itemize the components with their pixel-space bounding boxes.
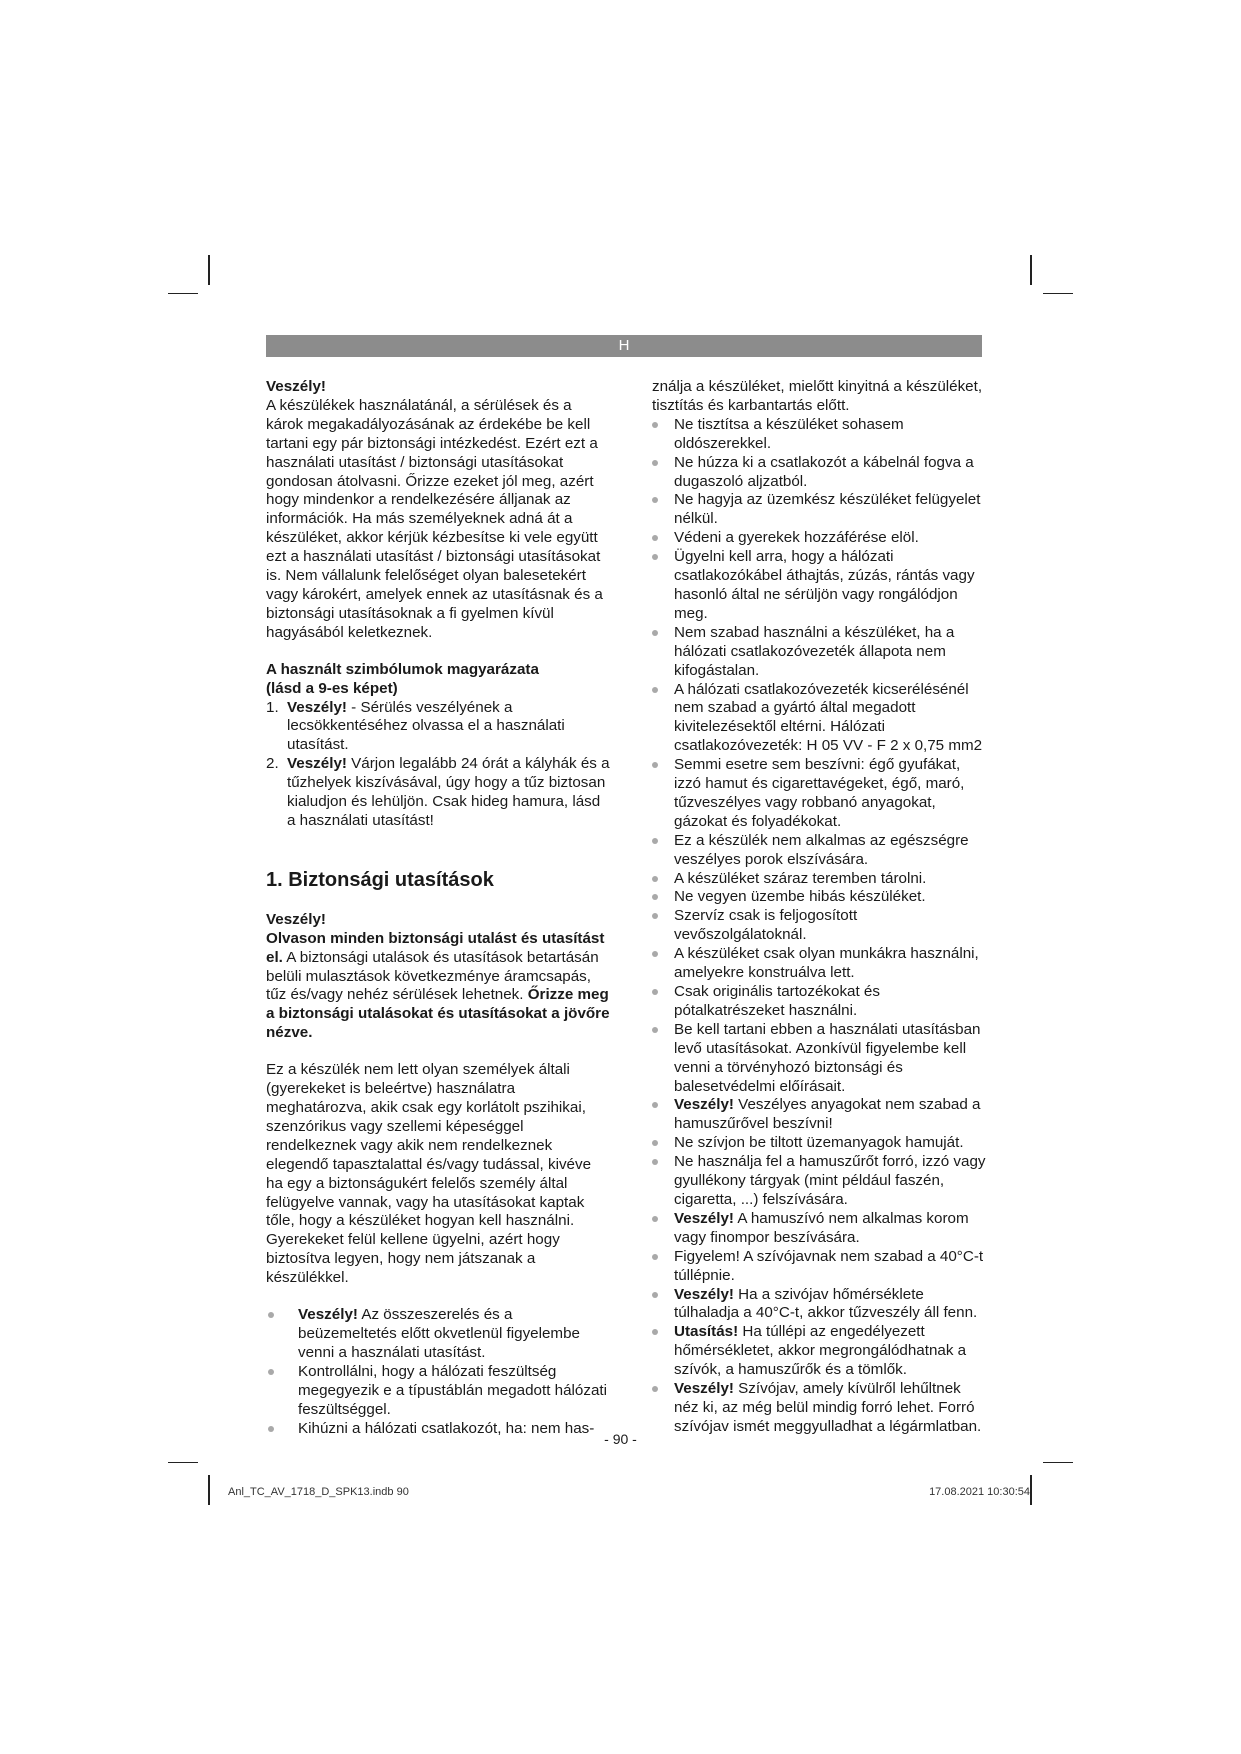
bullet-text: A készüléket száraz teremben tárolni. (674, 869, 927, 887)
bullet-text: Figyelem! A szívójavnak nem szabad a 40°C-t túllépnie. (674, 1247, 984, 1284)
crop-mark (208, 255, 210, 285)
bullet-item (652, 832, 987, 870)
bullet-item (652, 983, 987, 1021)
warning-title: Veszély! (266, 378, 326, 395)
section-title: 1. Biztonsági utasítások (266, 868, 494, 891)
bullet-item (652, 1210, 987, 1248)
bullet-bold: Veszély! (674, 1096, 734, 1114)
item-number: 1. (266, 698, 279, 716)
item-text: Várjon legalább 24 órát a kályhák és a tűzhelyek kiszívásával, úgy hogy a tűz biztosan kialudjon és lehüljön. Csak hideg hamura, lásd a használati utasítást! (287, 755, 610, 829)
bullet-bold: Utasítás! (674, 1323, 739, 1341)
bullet-text: Ha a szivójav hőmérséklete túlhaladja a 40°C-t, akkor tűzveszély áll fenn. (674, 1285, 978, 1322)
bullet-bold: Veszély! (674, 1380, 734, 1398)
bullet-item (652, 1153, 987, 1210)
language-code: H (618, 337, 630, 354)
persons-paragraph: Ez a készülék nem lett olyan személyek általi (gyerekeket is beleértve) használatra meghatározva, akik csak egy korlátolt pszihikai, szenzórikus vagy szellemi képeséggel rendelkeznek vagy akik nem rendelkeznek elegendő tapasztalattal és/vagy tudással, kivéve ha egy a biztonságukért felelős személy által felügyelve vannak, vagy ha utasításokat kaptak tőle, hogy a készüléket hogyan kell használni. Gyerekeket felül kellene ügyelni, azért hogy biztosítva legyen, hogy nem játszanak a készülékkel. (266, 1061, 592, 1287)
symbols-subtitle: (lásd a 9-es képet) (266, 679, 398, 697)
bullet-text: Semmi esetre sem beszívni: égő gyufákat, izzó hamut és cigarettavégeket, égő, maró, tűzveszélyes vagy robbanó anyagokat, gázokat és folyadékokat. (674, 756, 965, 830)
danger-bold-1: Olvason minden biztonsági utalást és utasítást el. (266, 929, 605, 966)
bullet-text: Kontrollálni, hogy a hálózati feszültség megegyezik e a típustáblán megadott hálózati feszültséggel. (298, 1362, 608, 1418)
bullet-bold: Veszély! (674, 1285, 734, 1303)
bullet-item (652, 491, 987, 529)
danger-bold-2: Őrizze meg a biztonsági utalásokat és utasításokat a jövőre nézve. (266, 986, 610, 1042)
item-warning: Veszély! (287, 698, 347, 716)
bullet-item (652, 1096, 987, 1134)
bullet-item (652, 529, 987, 548)
danger-title: Veszély! (266, 910, 326, 928)
print-date-time: 17.08.2021 10:30:54 (929, 1486, 1030, 1498)
symbols-list (266, 699, 611, 831)
bullet-text: Csak originális tartozékokat és pótalkatrészeket használni. (674, 983, 880, 1019)
bullet-item (652, 681, 987, 757)
bullet-text: A készüléket csak olyan munkákra használni, amelyekre konstruálva lett. (674, 945, 979, 982)
crop-mark (168, 1462, 198, 1463)
bullet-bold: Veszély! (674, 1209, 734, 1227)
bullet-text: Ne hagyja az üzemkész készüléket felügyelet nélkül. (674, 491, 981, 528)
symbols-list-item (266, 755, 611, 831)
warning-intro: A készülékek használatánál, a sérülések és a károk megakadályozásának az érdekébe be kell tartani egy pár biztonsági intézkedést. Ezért ezt a használati utasítást / biztonsági utasításokat gondosan átolvasni. Őrizze ezeket jól meg, azért hogy mindenkor a rendelkezésére álljanak az információk. Ha más személyeknek adná át a készüléket, akkor kérjük kézbesítse ki vele együtt ezt a használati utasítást / biztonsági utasításokat is. Nem vállalunk felelőséget olyan balesetekért vagy károkért, amelyek ennek az utasításnak és a biztonsági utasításoknak a fi gyelmen kívül hagyásából keletkeznek. (266, 396, 603, 641)
crop-mark (1030, 255, 1032, 285)
bullet-text: Szervíz csak is feljogosított vevőszolgálatoknál. (674, 907, 858, 944)
right-column (652, 378, 987, 1437)
bullet-text: Ügyelni kell arra, hogy a hálózati csatlakozókábel áthajtás, zúzás, rántás vagy hasonló által ne sérüljön vagy rongálódjon meg. (674, 548, 975, 622)
bullet-item (652, 888, 987, 907)
left-bullet-list (266, 1306, 611, 1438)
bullet-bold: Veszély! (298, 1306, 358, 1324)
crop-mark (1043, 293, 1073, 294)
danger-text-1: A biztonsági utalások és utasítások betartásán belüli mulasztások következménye áramcsapás, tűz és/vagy nehéz sérülések lehetnek. (266, 948, 599, 1004)
crop-mark (1043, 1462, 1073, 1463)
bullet-text: Ne használja fel a hamuszűrőt forró, izzó vagy gyullékony tárgyak (mint például faszén, cigaretta, ...) felszívására. (674, 1153, 986, 1208)
print-file-name: Anl_TC_AV_1718_D_SPK13.indb 90 (228, 1486, 409, 1498)
bullet-item (652, 945, 987, 983)
bullet-text: Nem szabad használni a készüléket, ha a hálózati csatlakozóvezeték állapota nem kifogástalan. (674, 623, 955, 679)
crop-mark (208, 1475, 210, 1505)
bullet-text: Ne húzza ki a csatlakozót a kábelnál fogva a dugaszoló aljzatból. (674, 453, 974, 490)
bullet-text: A hálózati csatlakozóvezeték kicserélésénél nem szabad a gyártó által megadott kivitelezésektől eltérni. Hálózati csatlakozóvezeték: H 05 VV - F 2 x 0,75 mm2 (674, 680, 983, 755)
crop-mark (1030, 1475, 1032, 1505)
bullet-item (652, 454, 987, 492)
item-text: - Sérülés veszélyének a lecsökkentéséhez olvassa el a használati utasítást. (287, 698, 565, 754)
bullet-text: Be kell tartani ebben a használati utasításban levő utasításokat. Azonkívül figyelembe kell venni a törvényhozó biztonsági és balesetvédelmi előírásait. (674, 1020, 981, 1095)
page-number: - 90 - (604, 1431, 637, 1447)
bullet-item (652, 1286, 987, 1324)
bullet-text: Védeni a gyerekek hozzáférése elöl. (674, 529, 919, 547)
left-column (266, 378, 611, 1438)
continuation-text: ználja a készüléket, mielőtt kinyitná a készüléket, tisztítás és karbantartás előtt. (652, 378, 983, 414)
bullet-item (652, 548, 987, 624)
language-header-band (266, 335, 982, 357)
bullet-item (266, 1363, 611, 1420)
symbols-title: A használt szimbólumok magyarázata (266, 660, 539, 678)
symbols-list-item (266, 699, 611, 756)
bullet-item (652, 624, 987, 681)
item-warning: Veszély! (287, 755, 347, 773)
bullet-item (652, 756, 987, 832)
bullet-text: Kihúzni a hálózati csatlakozót, ha: nem has- (298, 1419, 595, 1437)
bullet-item (652, 870, 987, 889)
danger-paragraph (266, 930, 611, 1043)
bullet-text: Ez a készülék nem alkalmas az egészségre veszélyes porok elszívására. (674, 831, 969, 868)
bullet-item (266, 1306, 611, 1363)
bullet-text: Ne vegyen üzembe hibás készüléket. (674, 888, 926, 906)
bullet-text: Veszélyes anyagokat nem szabad a hamuszűrővel beszívni! (674, 1096, 981, 1133)
bullet-text: Szívójav, amely kívülről lehűltnek néz ki, az még belül mindig forró lehet. Forró szívójav ismét meggyulladhat a légármlatban. (674, 1380, 982, 1435)
bullet-item (652, 416, 987, 454)
crop-mark (168, 293, 198, 294)
bullet-item (652, 1248, 987, 1286)
right-bullet-list (652, 416, 987, 1437)
bullet-item (652, 907, 987, 945)
bullet-text: Az összeszerelés és a beüzemeltetés előtt okvetlenül figyelembe venni a használati utasítást. (298, 1306, 580, 1361)
bullet-item (652, 1134, 987, 1153)
bullet-item (652, 1021, 987, 1097)
bullet-text: Ne szívjon be tiltott üzemanyagok hamuját. (674, 1134, 964, 1152)
item-number: 2. (266, 755, 279, 773)
bullet-item (652, 1323, 987, 1380)
bullet-item (652, 1380, 987, 1437)
bullet-text: Ne tisztítsa a készüléket sohasem oldószerekkel. (674, 415, 904, 452)
bullet-text: Ha túllépi az engedélyezett hőmérsékletet, akkor megrongálódhatnak a szívók, a hamuszűrők és a tömlők. (674, 1323, 967, 1379)
bullet-text: A hamuszívó nem alkalmas korom vagy finompor beszívására. (674, 1209, 969, 1246)
